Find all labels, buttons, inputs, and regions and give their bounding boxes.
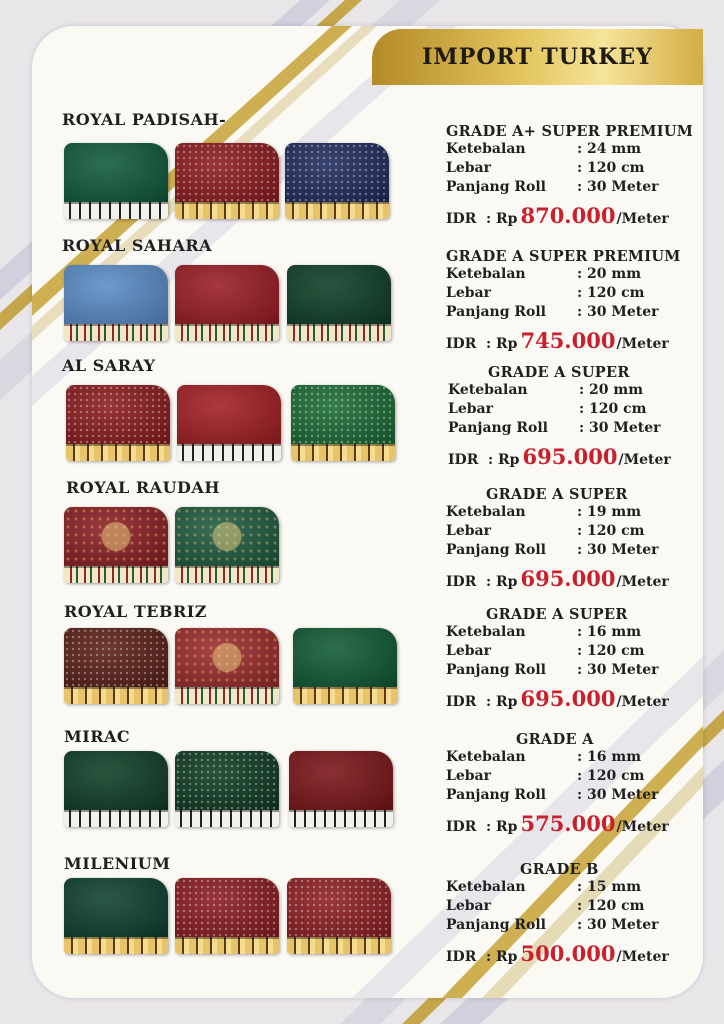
spec-label: Panjang Roll [446,179,546,195]
swatch-border [64,687,168,704]
spec-width [446,522,706,541]
swatch-border [291,444,395,461]
per-meter-label: /Meter [616,211,669,227]
price-row [446,566,706,591]
carpet-swatch [293,628,397,704]
carpet-swatch [289,751,393,827]
grade-block [448,364,708,469]
swatch-border [175,324,279,341]
swatch-field [291,385,395,444]
rp-label: : Rp [486,211,518,227]
spec-label: Panjang Roll [446,304,546,320]
price-row [446,686,706,711]
spec-label: Ketebalan [446,504,526,520]
price-value: 695.000 [520,566,616,591]
spec-value: : 120 cm [577,285,645,301]
spec-value: : 120 cm [579,401,647,417]
rp-label: : Rp [486,336,518,352]
swatch-field [285,143,389,202]
spec-label: Panjang Roll [446,917,546,933]
spec-thickness [446,503,706,522]
price-row [446,328,706,353]
grade-block [446,606,706,711]
spec-value: : 30 Meter [577,179,659,195]
header-banner [372,29,703,85]
product-name: ROYAL PADISAH- [62,110,227,129]
swatch-field [287,265,391,324]
swatch-border [175,937,279,954]
spec-label: Lebar [446,523,491,539]
product-name: ROYAL SAHARA [62,236,213,255]
spec-value: : 24 mm [577,141,642,157]
spec-label: Lebar [446,898,491,914]
carpet-swatch [291,385,395,461]
spec-width [446,767,706,786]
swatch-field [293,628,397,687]
carpet-swatch [64,628,168,704]
carpet-swatch [64,751,168,827]
currency-label: IDR [446,949,477,965]
spec-label: Lebar [446,768,491,784]
per-meter-label: /Meter [616,949,669,965]
per-meter-label: /Meter [616,336,669,352]
spec-label: Panjang Roll [448,420,548,436]
currency-label: IDR [446,694,477,710]
swatch-border [64,202,168,219]
spec-label: Ketebalan [446,879,526,895]
grade-block [446,248,706,353]
grade-block [446,731,706,836]
carpet-swatch [285,143,389,219]
swatch-field [64,878,168,937]
header-title: IMPORT TURKEY [422,44,653,70]
spec-label: Panjang Roll [446,662,546,678]
spec-roll [446,661,706,680]
swatch-field [287,878,391,937]
swatch-border [175,687,279,704]
currency-label: IDR [446,336,477,352]
price-row [446,941,706,966]
spec-value: : 15 mm [577,879,642,895]
carpet-swatch [287,265,391,341]
swatch-field [64,751,168,810]
grade-title: GRADE A SUPER [486,486,628,503]
spec-value: : 30 Meter [577,917,659,933]
grade-title: GRADE A SUPER [488,364,630,381]
product-name: ROYAL TEBRIZ [64,602,207,621]
spec-value: : 30 Meter [579,420,661,436]
spec-width [448,400,708,419]
swatch-field [175,507,279,566]
carpet-swatch [175,751,279,827]
currency-label: IDR [448,452,479,468]
price-value: 575.000 [520,811,616,836]
spec-roll [448,419,708,438]
swatch-border [64,324,168,341]
carpet-swatch [175,878,279,954]
product-name: ROYAL RAUDAH [66,478,220,497]
rp-label: : Rp [486,819,518,835]
rp-label: : Rp [488,452,520,468]
carpet-swatch [64,878,168,954]
spec-value: : 120 cm [577,160,645,176]
swatch-border [287,324,391,341]
swatch-border [175,566,279,583]
carpet-swatch [175,143,279,219]
spec-label: Lebar [446,285,491,301]
spec-thickness [448,381,708,400]
grade-title: GRADE A [516,731,594,748]
carpet-swatch [175,628,279,704]
product-name: MILENIUM [64,854,171,873]
per-meter-label: /Meter [618,452,671,468]
currency-label: IDR [446,211,477,227]
swatch-border [64,937,168,954]
spec-value: : 30 Meter [577,787,659,803]
spec-label: Ketebalan [446,266,526,282]
swatch-field [64,143,168,202]
grade-block [446,861,706,966]
spec-label: Ketebalan [448,382,528,398]
carpet-swatch [64,265,168,341]
spec-thickness [446,140,706,159]
price-value: 500.000 [520,941,616,966]
spec-roll [446,786,706,805]
carpet-swatch [64,143,168,219]
spec-value: : 120 cm [577,643,645,659]
spec-label: Ketebalan [446,749,526,765]
grade-block [446,486,706,591]
price-row [448,444,708,469]
spec-value: : 120 cm [577,898,645,914]
spec-label: Ketebalan [446,624,526,640]
spec-width [446,897,706,916]
grade-block [446,123,706,228]
spec-value: : 30 Meter [577,304,659,320]
swatch-border [287,937,391,954]
per-meter-label: /Meter [616,574,669,590]
spec-width [446,159,706,178]
per-meter-label: /Meter [616,819,669,835]
spec-value: : 120 cm [577,523,645,539]
swatch-field [175,751,279,810]
spec-label: Ketebalan [446,141,526,157]
price-value: 870.000 [520,203,616,228]
carpet-swatch [175,507,279,583]
grade-title: GRADE A+ SUPER PREMIUM [446,123,694,140]
spec-thickness [446,878,706,897]
swatch-field [64,507,168,566]
spec-roll [446,178,706,197]
swatch-field [66,385,170,444]
swatch-border [285,202,389,219]
grade-title: GRADE A SUPER [486,606,628,623]
spec-label: Lebar [448,401,493,417]
swatch-border [175,202,279,219]
spec-thickness [446,623,706,642]
rp-label: : Rp [486,694,518,710]
carpet-swatch [175,265,279,341]
spec-label: Panjang Roll [446,542,546,558]
swatch-border [64,566,168,583]
spec-thickness [446,265,706,284]
spec-label: Lebar [446,643,491,659]
swatch-border [293,687,397,704]
swatch-field [289,751,393,810]
spec-thickness [446,748,706,767]
carpet-swatch [287,878,391,954]
price-row [446,203,706,228]
swatch-field [175,143,279,202]
spec-width [446,284,706,303]
price-value: 695.000 [522,444,618,469]
spec-roll [446,303,706,322]
price-value: 745.000 [520,328,616,353]
spec-value: : 120 cm [577,768,645,784]
swatch-border [177,444,281,461]
spec-value: : 16 mm [577,624,642,640]
grade-title: GRADE B [520,861,599,878]
swatch-field [175,878,279,937]
spec-roll [446,541,706,560]
swatch-field [64,628,168,687]
carpet-swatch [177,385,281,461]
swatch-border [175,810,279,827]
per-meter-label: /Meter [616,694,669,710]
swatch-field [175,265,279,324]
swatch-field [64,265,168,324]
spec-value: : 16 mm [577,749,642,765]
swatch-border [64,810,168,827]
spec-label: Lebar [446,160,491,176]
rp-label: : Rp [486,949,518,965]
grade-title: GRADE A SUPER PREMIUM [446,248,681,265]
swatch-field [177,385,281,444]
swatch-border [66,444,170,461]
product-name: MIRAC [64,727,131,746]
currency-label: IDR [446,819,477,835]
spec-width [446,642,706,661]
spec-label: Panjang Roll [446,787,546,803]
price-row [446,811,706,836]
currency-label: IDR [446,574,477,590]
product-name: AL SARAY [62,356,156,375]
spec-value: : 20 mm [577,266,642,282]
swatch-field [175,628,279,687]
spec-value: : 30 Meter [577,662,659,678]
spec-value: : 20 mm [579,382,644,398]
price-value: 695.000 [520,686,616,711]
swatch-border [289,810,393,827]
spec-roll [446,916,706,935]
carpet-swatch [64,507,168,583]
spec-value: : 19 mm [577,504,642,520]
rp-label: : Rp [486,574,518,590]
spec-value: : 30 Meter [577,542,659,558]
carpet-swatch [66,385,170,461]
